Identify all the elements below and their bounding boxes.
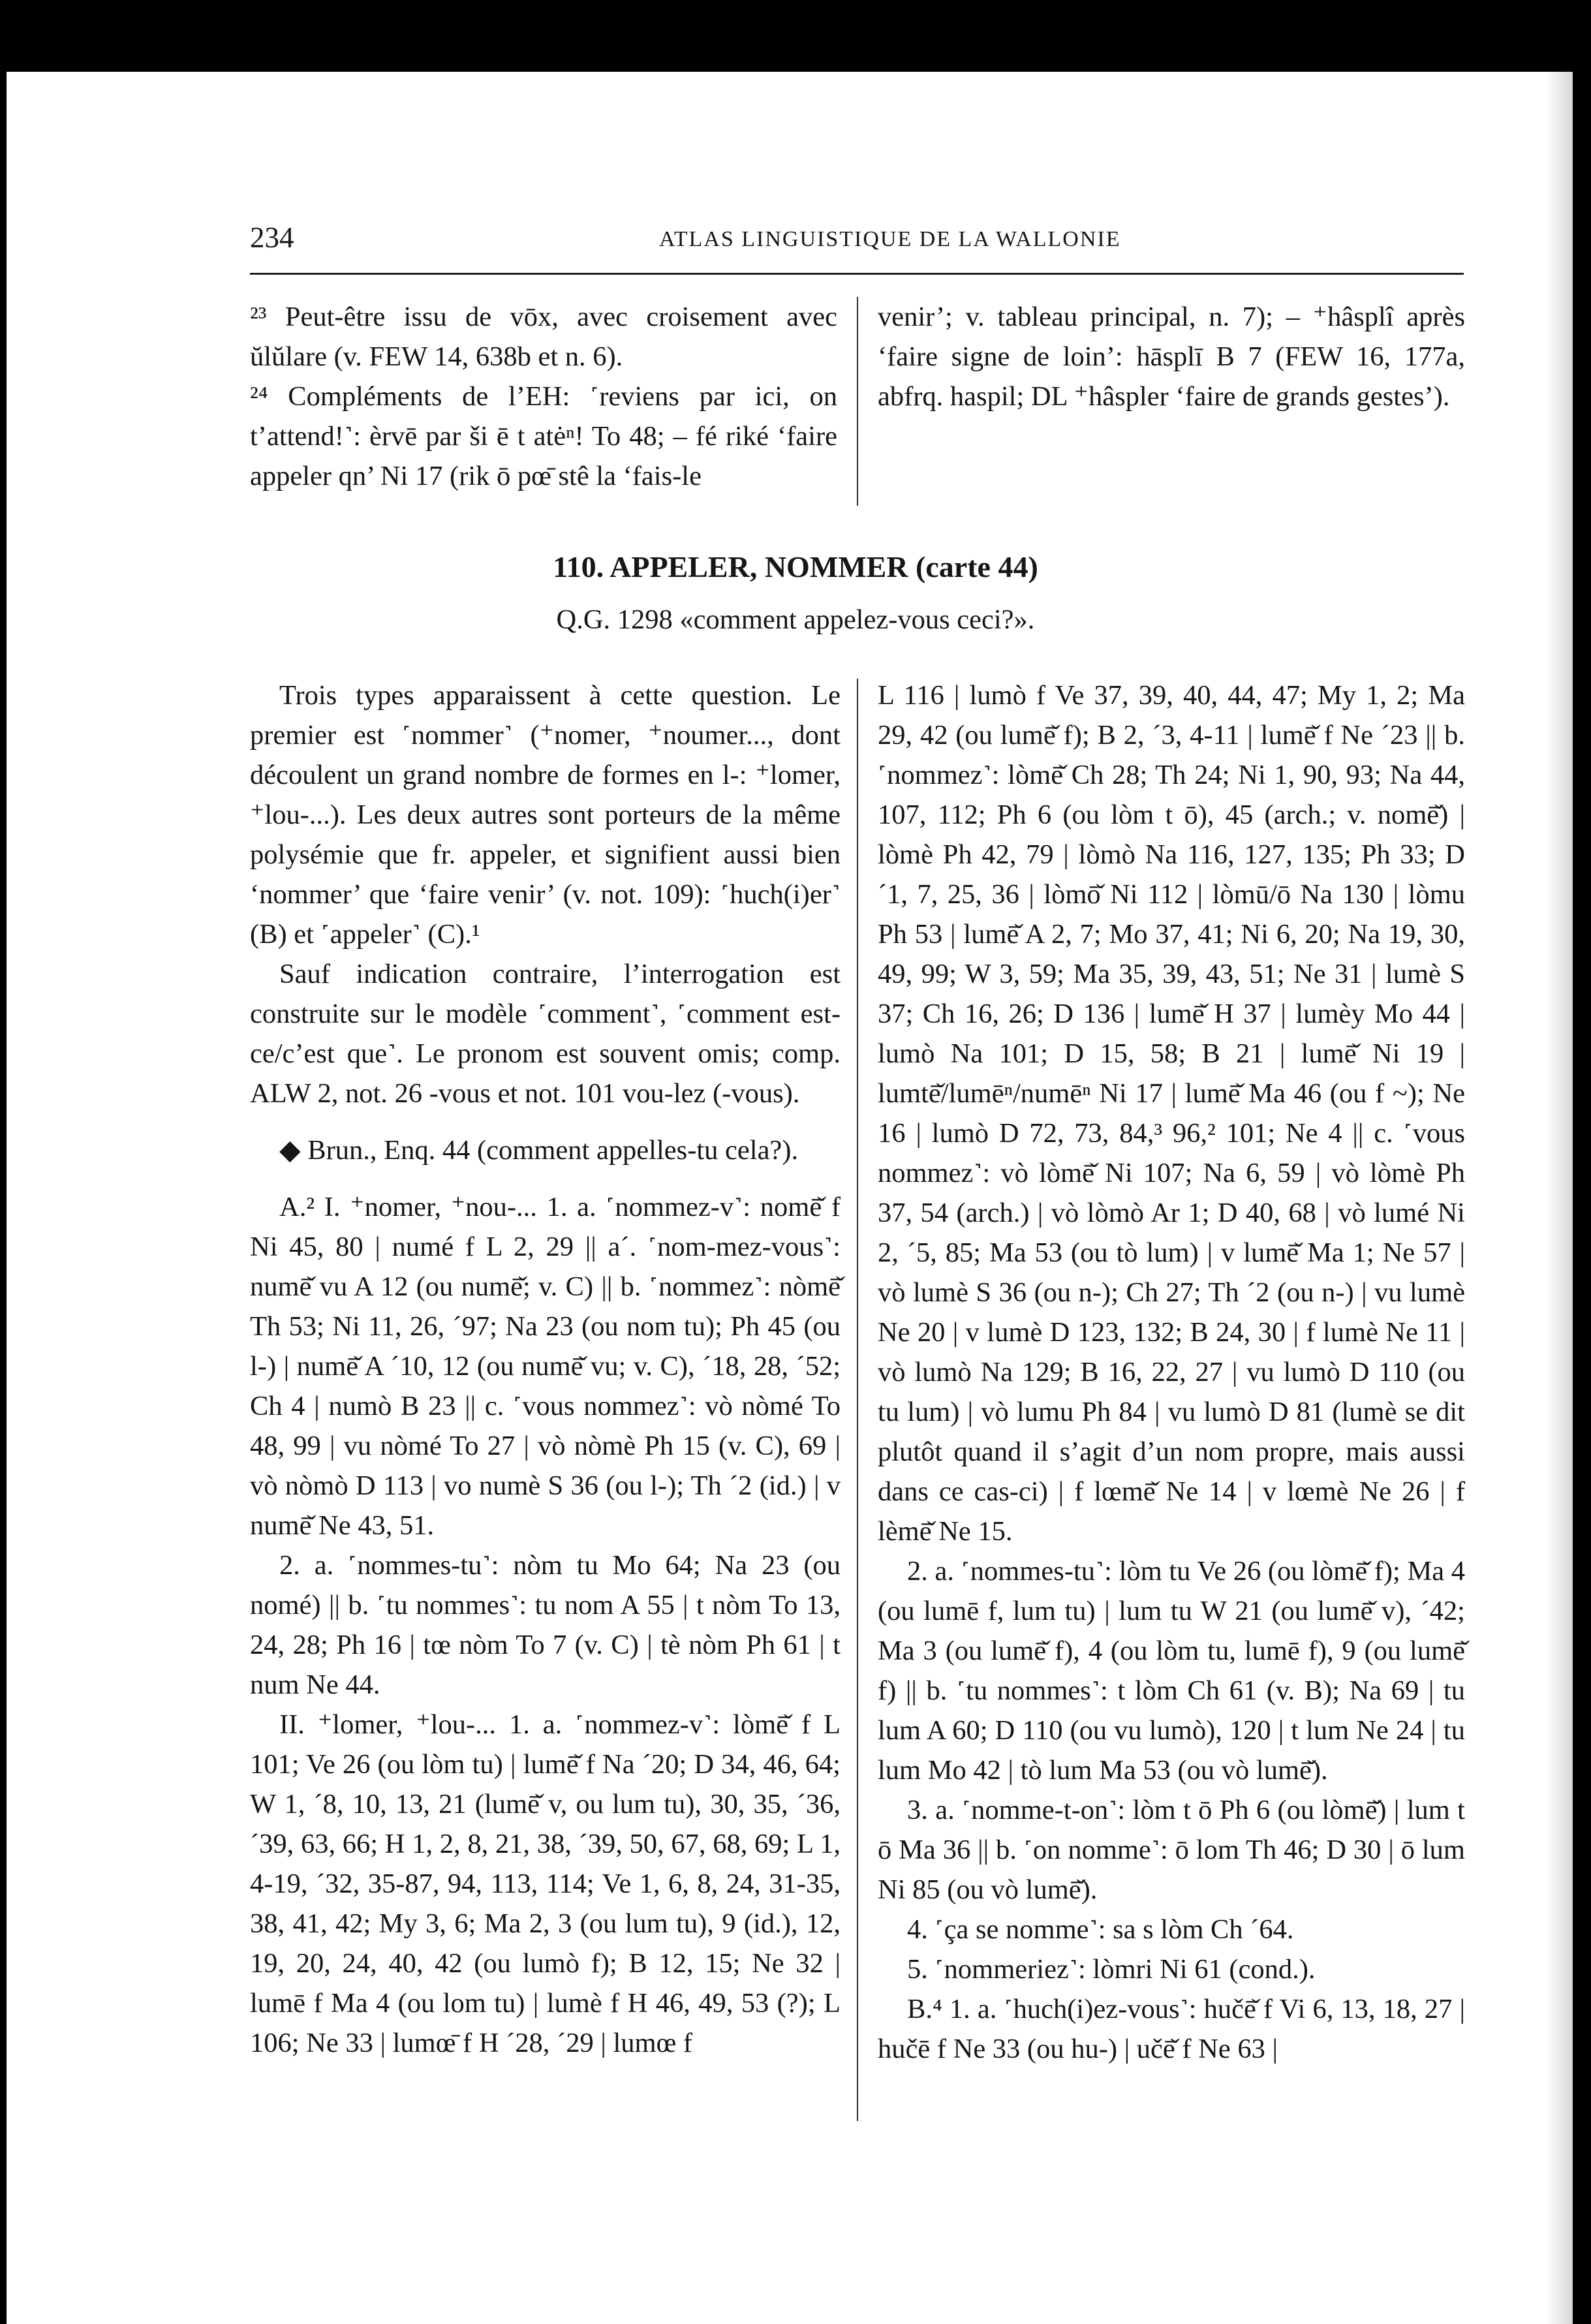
footnote-23: ²³ Peut-être issu de vōx, avec croisement avec ŭlŭlare (v. FEW 14, 638b et n. 6). [250, 302, 837, 372]
scan-top-border [0, 0, 1591, 72]
interrogation-note-paragraph: Sauf indication contraire, l’interrogation est construite sur le modèle ˹comment˺, ˹comment est-ce/c’est que˺. Le pronom est souvent omis; comp. ALW 2, not. 26 -vous et not. 101 vou-lez (-vous). [250, 959, 841, 1109]
body-left-column [250, 675, 841, 2063]
type-a-i-paragraph: A.² I. ⁺nomer, ⁺nou-... 1. a. ˹nommez-v˺: nomē̌ f Ni 45, 80 | numé f L 2, 29 || a´. ˹nom-mez-vous˺: numē̌ vu A 12 (ou numē̌; v. C) || b. ˹nommez˺: nòmē̌ Th 53; Ni 11, 26, ´97; Na 23 (ou nom tu); Ph 45 (ou l-) | numē̌ A ´10, 12 (ou numē̌ vu; v. C), ´18, 28, ´52; Ch 4 | numò B 23 || c. ˹vous nommez˺: vò nòmé To 48, 99 | vu nòmé To 27 | vò nòmè Ph 15 (v. C), 69 | vò nòmò D 113 | vo numè S 36 (ou l-); Th ´2 (id.) | v numē̌ Ne 43, 51. [250, 1192, 841, 1541]
type-b-paragraph: B.⁴ 1. a. ˹huch(i)ez-vous˺: hučē̌ f Vi 6, 13, 18, 27 | hučē f Ne 33 (ou hu-) | učē̌ f Ne 63 | [878, 1994, 1465, 2064]
bibliography-paragraph: ◆ Brun., Enq. 44 (comment appelles-tu cela?). [279, 1135, 799, 1166]
running-title: ATLAS LINGUISTIQUE DE LA WALLONIE [659, 227, 1121, 251]
type-a-ii-paragraph: II. ⁺lomer, ⁺lou-... 1. a. ˹nommez-v˺: lòmē̌ f L 101; Ve 26 (ou lòm tu) | lumē̌ f Na ´20; D 34, 46, 64; W 1, ´8, 10, 13, 21 (lumē̌ v, ou lum tu), 30, 35, ´36, ´39, 63, 66; H 1, 2, 8, 21, 38, ´39, 50, 67, 68, 69; L 1, 4-19, ´32, 35-87, 94, 113, 114; Ve 1, 6, 8, 24, 31-35, 38, 41, 42; My 3, 6; Ma 2, 3 (ou lum tu), 9 (id.), 12, 19, 20, 24, 40, 42 (ou lumò f); B 12, 15; Ne 32 | lumē f Ma 4 (ou lom tu) | lumè f H 46, 49, 53 (?); L 106; Ne 33 | lumœ̄ f H ´28, ´29 | lumœ f [250, 1709, 841, 2058]
scan-right-border [1573, 0, 1591, 2324]
type-a-ii-4-paragraph: 4. ˹ça se nomme˺: sa s lòm Ch ´64. [907, 1914, 1294, 1945]
footnote-24-continued: venir’; v. tableau principal, n. 7); – ⁺hâsplî après ‘faire signe de loin’: hāsplī B 7 (FEW 16, 177a, abfrq. haspil; DL ⁺hâspler ‘faire de grands gestes’). [878, 302, 1465, 412]
type-a-ii-continued-paragraph: L 116 | lumò f Ve 37, 39, 40, 44, 47; My 1, 2; Ma 29, 42 (ou lumē̌ f); B 2, ´3, 4-11 | lumē̌ f Ne ´23 || b. ˹nommez˺: lòmē̌ Ch 28; Th 24; Ni 1, 90, 93; Na 44, 107, 112; Ph 6 (ou lòm t ō), 45 (arch.; v. nomē̌) | lòmè Ph 42, 79 | lòmò Na 116, 127, 135; Ph 33; D ´1, 7, 25, 36 | lòmō̌ Ni 112 | lòmū/ō Na 130 | lòmu Ph 53 | lumē̌ A 2, 7; Mo 37, 41; Ni 6, 20; Na 19, 30, 49, 99; W 3, 59; Ma 35, 39, 43, 51; Ne 31 | lumè S 37; Ch 16, 26; D 136 | lumē̌ H 37 | lumèy Mo 44 | lumò Na 101; D 15, 58; B 21 | lumē̌ Ni 19 | lumtē̌/lumēⁿ/numēⁿ Ni 17 | lumē̌ Ma 46 (ou f ~); Ne 16 | lumò D 72, 73, 84,³ 96,² 101; Ne 4 || c. ˹vous nommez˺: vò lòmē̌ Ni 107; Na 6, 59 | vò lòmè Ph 37, 54 (arch.) | vò lòmò Ar 1; D 40, 68 | vò lumé Ni 2, ´5, 85; Ma 53 (ou tò lum) | v lumē̌ Ma 1; Ne 57 | vò lumè S 36 (ou n-); Ch 27; Th ´2 (ou n-) | vu lumè Ne 20 | v lumè D 123, 132; B 24, 30 | f lumè Ne 11 | vò lumò Na 129; B 16, 22, 27 | vu lumò D 110 (ou tu lum) | vò lumu Ph 84 | vu lumò D 81 (lumè se dit plutôt quand il s’agit d’un nom propre, mais aussi dans ce cas-ci) | f lœmē̌ Ne 14 | v lœmè Ne 26 | f lèmē̌ Ne 15. [878, 680, 1465, 1547]
type-a-ii-5-paragraph: 5. ˹nommeriez˺: lòmri Ni 61 (cond.). [907, 1954, 1316, 1985]
type-a-i-2-paragraph: 2. a. ˹nommes-tu˺: nòm tu Mo 64; Na 23 (ou nomé) || b. ˹tu nommes˺: tu nom A 55 | t nòm To 13, 24, 28; Ph 16 | tœ nòm To 7 (v. C) | tè nòm Ph 61 | t num Ne 44. [250, 1550, 841, 1700]
footnote-24: ²⁴ Compléments de l’EH: ˹reviens par ici, on t’attend!˺: èrvē par ši ē t atėⁿ! To 48; – fé riké ‘faire appeler qn’ Ni 17 (rik ō pœ̄ stê la ‘fais-le [250, 381, 837, 491]
intro-paragraph: Trois types apparaissent à cette question. Le premier est ˹nommer˺ (⁺nomer, ⁺noumer..., dont découlent un grand nombre de formes en l-: ⁺lomer, ⁺lou-...). Les deux autres sont porteurs de la même polysémie que fr. appeler, et signifient aussi bien ‘nommer’ que ‘faire venir’ (v. not. 109): ˹huch(i)er˺ (B) et ˹appeler˺ (C).¹ [250, 680, 841, 950]
header-rule [250, 273, 1464, 275]
body-column-divider [857, 679, 858, 2121]
section-question: Q.G. 1298 «comment appelez-vous ceci?». [556, 604, 1035, 635]
scan-left-border [0, 0, 7, 2324]
type-a-ii-3-paragraph: 3. a. ˹nomme-t-on˺: lòm t ō Ph 6 (ou lòmē̌) | lum t ō Ma 36 || b. ˹on nomme˺: ō lom Th 46; D 30 | ō lum Ni 85 (ou vò lumē̌). [878, 1795, 1465, 1905]
running-header [0, 221, 1591, 266]
footnotes-left-column [250, 297, 837, 496]
type-a-ii-2-paragraph: 2. a. ˹nommes-tu˺: lòm tu Ve 26 (ou lòmē̌ f); Ma 4 (ou lumē f, lum tu) | lum tu W 21 (ou lumē̌ v), ´42; Ma 3 (ou lumē̌ f), 4 (ou lòm tu, lumē f), 9 (ou lumē̌ f) || b. ˹tu nommes˺: t lòm Ch 61 (v. B); Na 69 | tu lum A 60; D 110 (ou vu lumò), 120 | t lum Ne 24 | tu lum Mo 42 | tò lum Ma 53 (ou vò lumē̌). [878, 1556, 1465, 1786]
footnotes-right-column [878, 297, 1465, 416]
section-title: 110. APPELER, NOMMER (carte 44) [553, 550, 1038, 583]
page-edge-shadow [1547, 72, 1573, 2324]
footnote-column-divider [857, 297, 858, 506]
page-number: 234 [250, 221, 294, 254]
body-right-column [878, 675, 1465, 2069]
